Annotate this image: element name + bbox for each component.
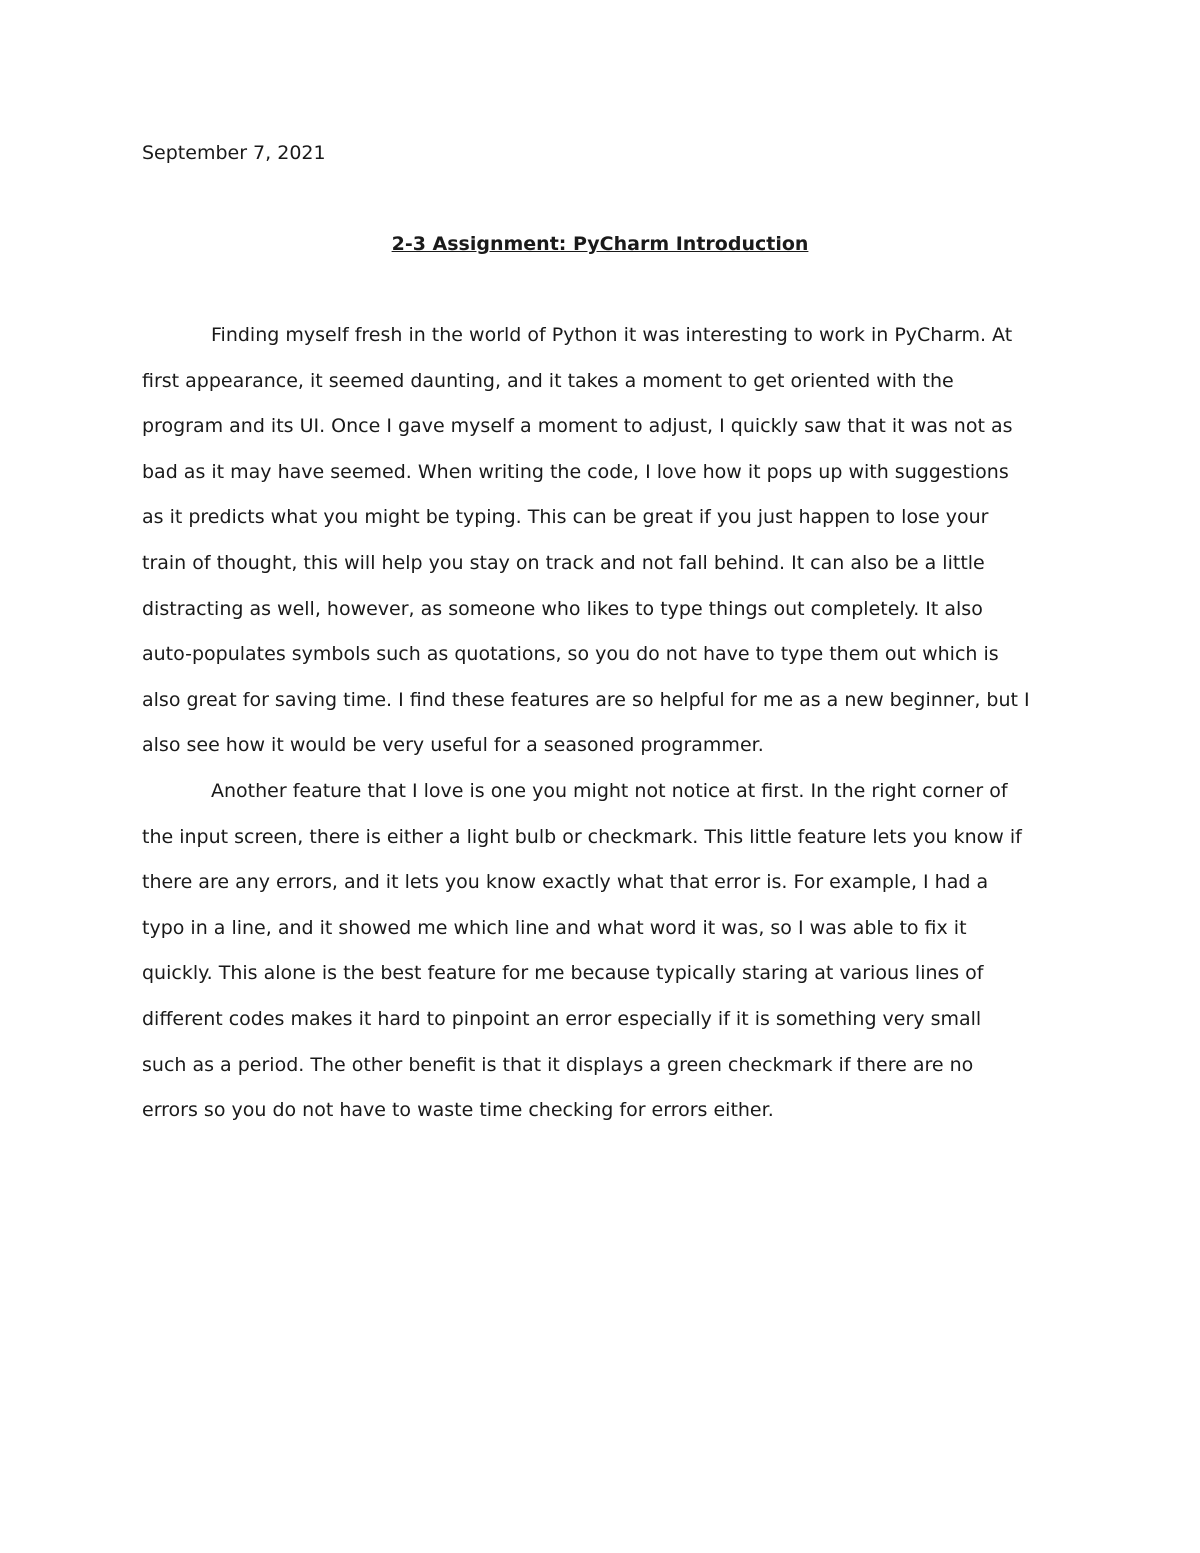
- document-date: September 7, 2021: [142, 142, 326, 164]
- paragraph-line: train of thought, this will help you stay on track and not fall behind. It can also be a little: [142, 551, 985, 574]
- paragraph-1: [142, 322, 1072, 778]
- paragraph-line: the input screen, there is either a light bulb or checkmark. This little feature lets you know if: [142, 825, 1022, 848]
- paragraph-line: quickly. This alone is the best feature for me because typically staring at various lines of: [142, 962, 984, 985]
- paragraph-line: Finding myself fresh in the world of Python it was interesting to work in PyCharm. At: [211, 324, 1013, 346]
- paragraph-line: first appearance, it seemed daunting, and it takes a moment to get oriented with the: [142, 369, 954, 392]
- paragraph-line: Another feature that I love is one you might not notice at first. In the right corner of: [211, 779, 1008, 802]
- paragraph-line: distracting as well, however, as someone who likes to type things out completely. It also: [142, 597, 983, 620]
- paragraph-line: such as a period. The other benefit is that it displays a green checkmark if there are no: [142, 1053, 974, 1076]
- paragraph-line: also great for saving time. I find these features are so helpful for me as a new beginner, but I: [142, 688, 1030, 711]
- paragraph-2: [142, 778, 1072, 1143]
- paragraph-line: as it predicts what you might be typing. This can be great if you just happen to lose your: [142, 506, 989, 529]
- paragraph-line: bad as it may have seemed. When writing the code, I love how it pops up with suggestions: [142, 460, 1009, 483]
- document-title: 2-3 Assignment: PyCharm Introduction: [391, 233, 809, 255]
- paragraph-line: errors so you do not have to waste time checking for errors either.: [142, 1099, 774, 1122]
- paragraph-line: typo in a line, and it showed me which line and what word it was, so I was able to fix it: [142, 916, 967, 939]
- paragraph-line: there are any errors, and it lets you know exactly what that error is. For example, I had a: [142, 871, 989, 894]
- paragraph-line: auto-populates symbols such as quotations, so you do not have to type them out which is: [142, 643, 999, 666]
- paragraph-line: different codes makes it hard to pinpoint an error especially if it is something very small: [142, 1007, 982, 1030]
- paragraph-line: also see how it would be very useful for a seasoned programmer.: [142, 734, 764, 757]
- document-body: [142, 322, 1072, 1143]
- paragraph-line: program and its UI. Once I gave myself a moment to adjust, I quickly saw that it was not as: [142, 415, 1013, 438]
